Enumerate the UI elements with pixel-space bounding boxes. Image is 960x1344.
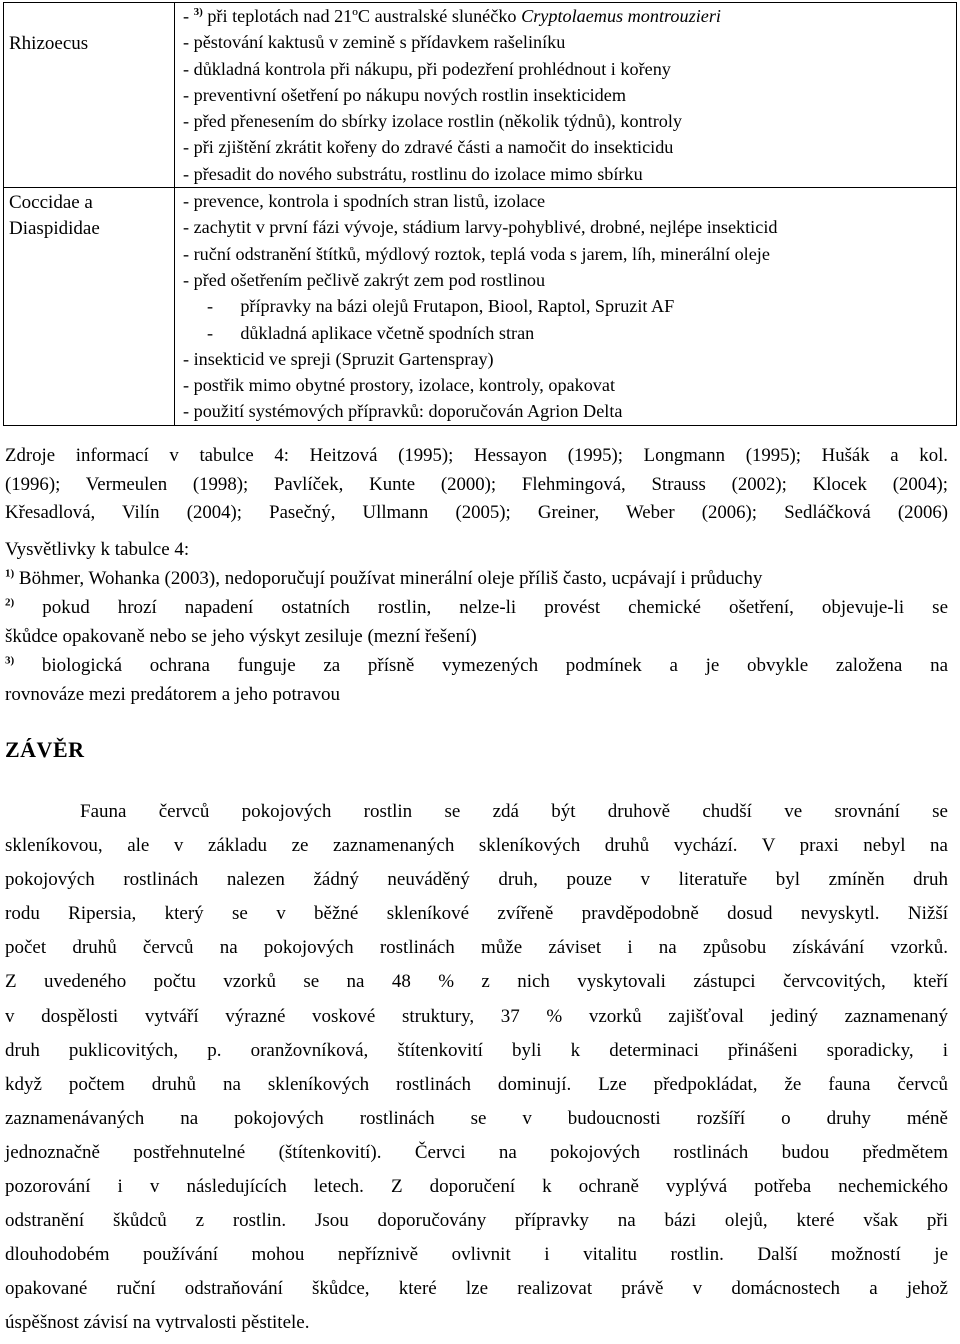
paragraph-line: počet druhů červců na pokojových rostlinách může záviset i na způsobu získávání vzorků. bbox=[5, 937, 948, 959]
paragraph-line: druh puklicovitých, p. oranžovníková, štítenkovití byli k determinaci přinášeni sporadicky, i bbox=[5, 1039, 948, 1061]
explanation-item bbox=[5, 564, 948, 593]
measure-line: - před ošetřením pečlivě zakrýt zem pod rostlinou bbox=[183, 269, 546, 290]
pest-name-line: Coccidae a bbox=[9, 192, 93, 214]
paragraph-line: pozorování i v následujících letech. Z doporučení k ochraně vyplývá potřeba nechemického bbox=[5, 1176, 948, 1198]
table-row-rhizoecus bbox=[4, 3, 957, 188]
measure-line: - zachytit v první fázi vývoje, stádium larvy-pohyblivé, drobné, nejlépe insekticid bbox=[183, 217, 778, 238]
paragraph-line: zaznamenávaných na pokojových rostlinách se v budoucnosti rozšíří o druhy méně bbox=[5, 1107, 948, 1129]
sources-paragraph bbox=[5, 442, 948, 528]
conclusion-paragraph bbox=[5, 795, 948, 1341]
measure-line: - preventivní ošetření po nákupu nových rostlin insekticidem bbox=[183, 84, 626, 105]
measure-line: - přípravky na bázi olejů Frutapon, Biool, Raptol, Spruzit AF bbox=[207, 296, 675, 317]
explanation-text: Böhmer, Wohanka (2003), nedoporučují používat minerální oleje příliš často, ucpávají i průduchy bbox=[18, 568, 763, 589]
measures-cell bbox=[175, 188, 957, 426]
explanations-title: Vysvětlivky k tabulce 4: bbox=[5, 539, 190, 560]
measure-line: - ruční odstranění štítků, mýdlový roztok, teplá voda s jarem, líh, minerální oleje bbox=[183, 243, 770, 264]
paragraph-line: Z uvedeného počtu vzorků se na 48 % z nich vyskytovali zástupci červcovitých, kteří bbox=[5, 971, 948, 993]
pest-name-line: Rhizoecus bbox=[9, 33, 89, 54]
footnote-marker: 1) bbox=[5, 567, 15, 580]
explanation-item bbox=[5, 593, 948, 651]
measure-line: - při zjištění zkrátit kořeny do zdravé části a namočit do insekticidu bbox=[183, 137, 674, 158]
paragraph-line: rodu Ripersia, který se v běžné skleníkové zvířeně pravděpodobně dosud nevyskytl. Nižší bbox=[5, 903, 948, 925]
sources-line: (1996); Vermeulen (1998); Pavlíček, Kunte (2000); Flehmingová, Strauss (2002); Klocek (2004); bbox=[5, 473, 948, 495]
pest-name-cell bbox=[4, 3, 175, 188]
measure-line: - insekticid ve spreji (Spruzit Gartenspray) bbox=[183, 348, 494, 369]
pest-name-line bbox=[9, 5, 169, 31]
paragraph-line: skleníkovou, ale v základu ze zaznamenaných skleníkových druhů vychází. V praxi nebyl na bbox=[5, 835, 948, 857]
footnote-marker: 2) bbox=[5, 596, 15, 609]
pest-control-table bbox=[3, 2, 957, 426]
measure-line: - důkladná kontrola při nákupu, při podezření prohlédnout i kořeny bbox=[183, 58, 671, 79]
paragraph-line: pokojových rostlinách nalezen žádný neuváděný druh, pouze v literatuře byl zmíněn druh bbox=[5, 869, 948, 891]
pest-name-cell bbox=[4, 188, 175, 426]
paragraph-line: odstranění škůdců z rostlin. Jsou doporučovány přípravky na bázi olejů, které však při bbox=[5, 1210, 948, 1232]
explanation-text: rovnováze mezi predátorem a jeho potravou bbox=[5, 684, 340, 705]
explanation-text: škůdce opakovaně nebo se jeho výskyt zesiluje (mezní řešení) bbox=[5, 626, 477, 647]
measures-cell bbox=[175, 3, 957, 188]
measure-line: - před přenesením do sbírky izolace rostlin (několik týdnů), kontroly bbox=[183, 111, 683, 132]
conclusion-heading: ZÁVĚR bbox=[5, 737, 85, 762]
explanation-text: pokud hrozí napadení ostatních rostlin, nelze-li provést chemické ošetření, objevuje-li se bbox=[42, 597, 948, 618]
paragraph-line: v dospělosti vytváří výrazné voskové struktury, 37 % vzorků zajišťoval jediný zaznamenaný bbox=[5, 1005, 948, 1027]
table-row-coccidae bbox=[4, 188, 957, 426]
paragraph-line: úspěšnost závisí na vytrvalosti pěstitele. bbox=[5, 1312, 310, 1334]
measure-line: - prevence, kontrola i spodních stran listů, izolace bbox=[183, 191, 546, 212]
measure-line: - důkladná aplikace včetně spodních stran bbox=[207, 322, 535, 343]
measure-line: - pěstování kaktusů v zemině s přídavkem rašeliníku bbox=[183, 32, 566, 53]
pest-name-line: Diaspididae bbox=[9, 218, 100, 240]
paragraph-line: když počtem druhů na skleníkových rostlinách dominují. Lze předpokládat, že fauna červců bbox=[5, 1073, 948, 1095]
sources-line: Křesadlová, Vilín (2004); Pasečný, Ullmann (2005); Greiner, Weber (2006); Sedláčková (2006) bbox=[5, 502, 948, 523]
measure-line: - $^{3)}$ při teplotách nad 21ºC australské slunéčko Cryptolaemus montrouzieri bbox=[183, 5, 721, 26]
paragraph-line: Fauna červců pokojových rostlin se zdá být druhově chudší ve srovnání se bbox=[80, 801, 948, 822]
paragraph-line: opakované ruční odstraňování škůdce, které lze realizovat právě v domácnostech a jehož bbox=[5, 1278, 948, 1300]
explanation-item bbox=[5, 651, 948, 709]
explanation-text: biologická ochrana funguje za přísně vymezených podmínek a je obvykle založena na bbox=[41, 655, 948, 676]
footnote-marker: 3) bbox=[5, 654, 15, 667]
explanations-block bbox=[5, 536, 948, 709]
measure-line: - použití systémových přípravků: doporučován Agrion Delta bbox=[183, 401, 623, 422]
paragraph-line: dlouhodobém používání mohou nepříznivě ovlivnit i vitalitu rostlin. Další možností je bbox=[5, 1244, 948, 1266]
measure-line: - postřik mimo obytné prostory, izolace, kontroly, opakovat bbox=[183, 375, 616, 396]
measure-line: - přesadit do nového substrátu, rostlinu do izolace mimo sbírku bbox=[183, 163, 643, 184]
sources-line: Zdroje informací v tabulce 4: Heitzová (1995); Hessayon (1995); Longmann (1995); Hušák a kol. bbox=[5, 445, 948, 466]
paragraph-line: jednoznačně postřehnutelné (štítenkovití). Červci na pokojových rostlinách budou předmětem bbox=[5, 1141, 948, 1163]
